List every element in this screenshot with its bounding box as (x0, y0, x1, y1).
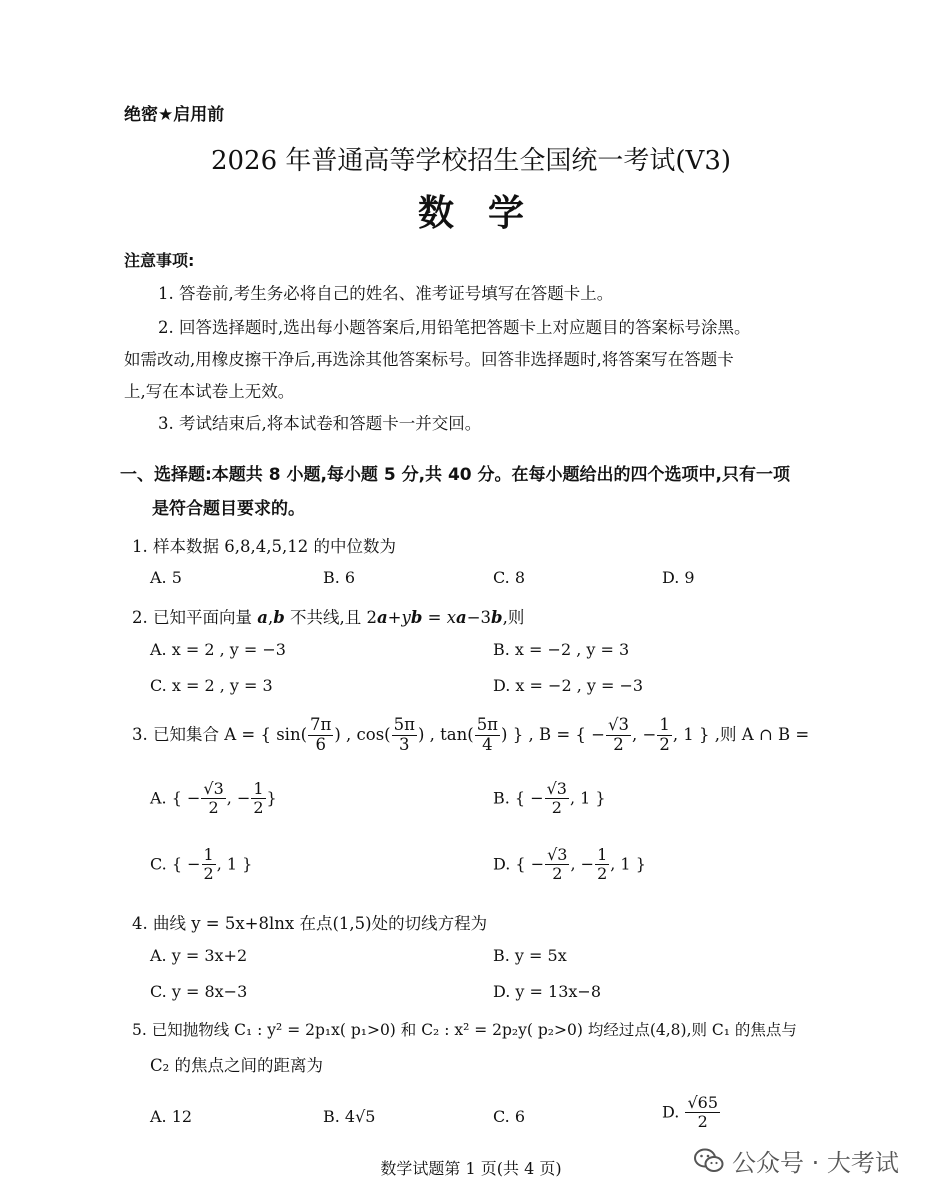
question-1-option-c: C. 8 (493, 568, 526, 587)
section-heading-line-2: 是符合题目要求的。 (152, 499, 305, 519)
question-1-option-d: D. 9 (662, 568, 695, 587)
subject-title: 数学 (417, 192, 558, 234)
question-1-option-a: A. 5 (150, 568, 182, 587)
question-5-option-a: A. 12 (150, 1107, 193, 1126)
wechat-icon (694, 1148, 724, 1174)
question-2-option-c: C. x = 2 , y = 3 (150, 676, 273, 695)
notice-item-2-line-1: 2. 回答选择题时,选出每小题答案后,用铅笔把答题卡上对应题目的答案标号涂黑。 (158, 318, 751, 337)
section-heading-line-1: 一、选择题:本题共 8 小题,每小题 5 分,共 40 分。在每小题给出的四个选项中,只有一项 (120, 465, 790, 485)
question-1-option-b: B. 6 (323, 568, 356, 587)
question-4-option-d: D. y = 13x−8 (493, 982, 602, 1001)
question-4-option-a: A. y = 3x+2 (150, 946, 248, 965)
question-3-option-a: A. { − $\frac{√3}{2}$ , − $\frac{1}{2}$ } (150, 779, 277, 818)
question-4-option-b: B. y = 5x (493, 946, 567, 965)
question-5-option-c: C. 6 (493, 1107, 526, 1126)
question-1-stem: 1. 样本数据 6,8,4,5,12 的中位数为 (132, 537, 396, 556)
notice-item-2-line-2: 如需改动,用橡皮擦干净后,再选涂其他答案标号。回答非选择题时,将答案写在答题卡 (124, 350, 734, 369)
notice-item-1: 1. 答卷前,考生务必将自己的姓名、准考证号填写在答题卡上。 (158, 284, 614, 303)
watermark (694, 1143, 899, 1178)
question-2-stem: 2. 已知平面向量 a,b 不共线,且 2a+yb = xa−3b,则 (132, 608, 525, 627)
confidential-label: 绝密★启用前 (124, 105, 225, 125)
fraction: $\frac{√3}{2}$ (607, 715, 629, 754)
notice-item-2-line-3: 上,写在本试卷上无效。 (124, 382, 295, 401)
question-4-option-c: C. y = 8x−3 (150, 982, 248, 1001)
question-5-stem-line-2: C₂ 的焦点之间的距离为 (150, 1056, 323, 1075)
question-3-option-b: B. { − $\frac{√3}{2}$ , 1 } (493, 779, 606, 818)
fraction: $\frac{1}{2}$ (659, 715, 670, 754)
question-3-option-c: C. { − $\frac{1}{2}$ , 1 } (150, 845, 253, 884)
question-3-option-d: D. { − $\frac{√3}{2}$ , − $\frac{1}{2}$ , 1 } (493, 845, 646, 884)
notice-heading: 注意事项: (124, 251, 195, 270)
fraction: $\frac{5\pi}{4}$ (476, 715, 499, 754)
question-2-option-d: D. x = −2 , y = −3 (493, 676, 644, 695)
question-5-option-b: B. 4√5 (323, 1107, 376, 1126)
question-2-option-b: B. x = −2 , y = 3 (493, 640, 630, 659)
question-4-stem: 4. 曲线 y = 5x+8lnx 在点(1,5)处的切线方程为 (132, 914, 488, 933)
exam-title: 2026 年普通高等学校招生全国统一考试(V3) (210, 146, 732, 176)
question-5-stem-line-1: 5. 已知抛物线 C₁ : y² = 2p₁x( p₁>0) 和 C₂ : x² = 2p₂y( p₂>0) 均经过点(4,8),则 C₁ 的焦点与 (132, 1021, 797, 1039)
question-5-option-d: D. $\frac{√65}{2}$ (662, 1093, 718, 1132)
notice-item-3: 3. 考试结束后,将本试卷和答题卡一并交回。 (158, 414, 482, 433)
page-footer: 数学试题第 1 页(共 4 页) (380, 1159, 562, 1178)
fraction: $\frac{5\pi}{3}$ (393, 715, 415, 754)
watermark-text: 公众号 · 大考试 (732, 1149, 899, 1177)
fraction: $\frac{7\pi}{6}$ (310, 715, 332, 754)
question-2-option-a: A. x = 2 , y = −3 (150, 640, 286, 659)
question-3-stem: 3. 已知集合 A = { sin( $\frac{7\pi}{6}$ ) , cos( $\frac{5\pi}{3}$ ) , tan( $\frac{5\pi}{4}$ ) } , B = { − $\frac{√3}{2}$ , − $\frac{1}{2}$ , 1 } ,则 A ∩ B = (132, 715, 810, 754)
